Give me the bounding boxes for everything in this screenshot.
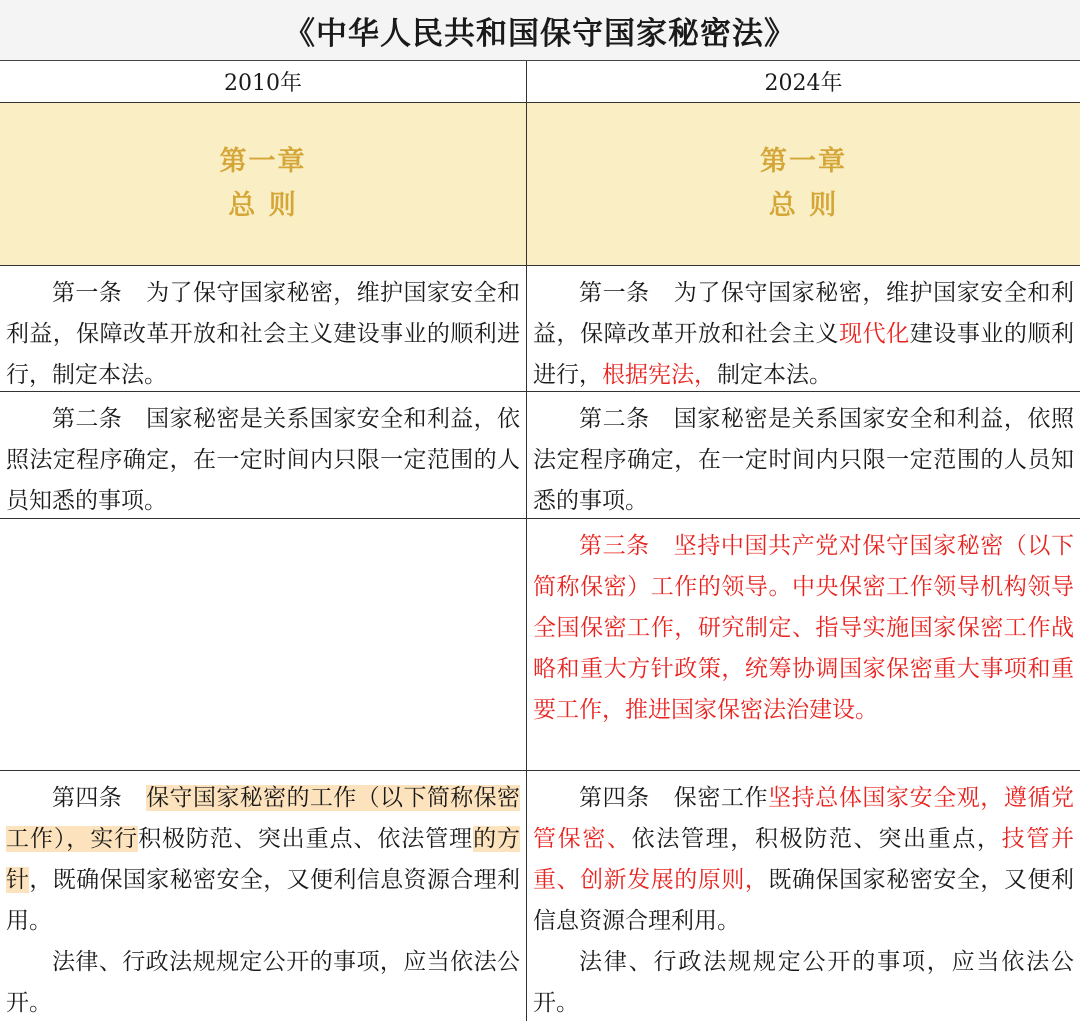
chapter-heading-left (0, 103, 527, 265)
article-text: ，既确保国家秘密安全，又便利信息资源合理利用。 (6, 867, 521, 934)
highlighted-text: 的方针 (6, 826, 521, 893)
article-text: 国家秘密是关系国家安全和利益，依照法定程序确定，在一定时间内只限一定范围的人员知悉的事项。 (6, 406, 521, 514)
article-paragraph: 法律、行政法规规定公开的事项，应当依法公开。 (6, 949, 520, 1016)
chapter-name: 总 则 (768, 190, 839, 221)
article-text: 为了保守国家秘密，维护国家安全和利益，保障改革开放和社会主义 (533, 280, 1075, 347)
article-text: 建设事业的顺利进行， (533, 321, 1075, 388)
added-text: 坚持总体国家安全观，遵循党管保密、 (533, 785, 1075, 852)
chapter-heading-right (527, 103, 1080, 265)
article-4-2024 (527, 771, 1080, 1021)
article-label: 第二条 (579, 406, 650, 432)
page-title: 《中华人民共和国保守国家秘密法》 (0, 0, 1080, 61)
added-text: 现代化 (839, 321, 910, 347)
article-label: 第三条 (579, 533, 650, 559)
article-3-row (0, 519, 1080, 771)
article-paragraph: 法律、行政法规规定公开的事项，应当依法公开。 (533, 949, 1074, 1016)
article-2-row (0, 392, 1080, 519)
chapter-name: 总 则 (228, 190, 298, 221)
article-text: 保密工作 (673, 785, 769, 811)
year-2024-header: 2024年 (764, 71, 843, 96)
article-label: 第四条 (52, 785, 123, 811)
article-1-row (0, 266, 1080, 392)
article-1-2010 (0, 266, 527, 391)
year-2010-header: 2010年 (0, 61, 527, 102)
article-2-2010 (0, 392, 527, 518)
article-1-2024 (527, 266, 1080, 391)
article-text: 既确保国家秘密安全，又便利信息资源合理利用。 (533, 867, 1075, 934)
article-label: 第四条 (579, 785, 650, 811)
article-label: 第一条 (579, 280, 650, 306)
chapter-row (0, 103, 1080, 266)
article-3-2010-empty (0, 519, 527, 770)
article-text: 为了保守国家秘密，维护国家安全和利益，保障改革开放和社会主义建设事业的顺利进行，制定本法。 (6, 280, 521, 388)
article-label: 第二条 (52, 406, 123, 432)
added-text: 技管并重、创新发展的原则， (533, 826, 1075, 893)
article-text: 制定本法。 (717, 362, 832, 388)
highlighted-text: 保守国家秘密的工作（以下简称保密工作），实行 (6, 785, 521, 852)
article-4-2010 (0, 771, 527, 1021)
article-2-2024 (527, 392, 1080, 518)
added-text: 根据宪法， (602, 362, 717, 388)
article-text: 依法管理，积极防范、突出重点， (631, 826, 1002, 852)
year-header-row (0, 61, 1080, 103)
article-4-row (0, 771, 1080, 1021)
chapter-number: 第一章 (760, 146, 847, 177)
article-label: 第一条 (52, 280, 123, 306)
article-3-2024 (527, 519, 1080, 770)
chapter-number: 第一章 (219, 146, 307, 177)
article-text: 积极防范、突出重点、依法管理 (138, 826, 474, 852)
article-text: 坚持中国共产党对保守国家秘密（以下简称保密）工作的领导。中央保密工作领导机构领导全国保密工作，研究制定、指导实施国家保密工作战略和重大方针政策，统筹协调国家保密重大事项和重要工作，推进国家保密法治建设。 (533, 533, 1075, 723)
article-text: 国家秘密是关系国家安全和利益，依照法定程序确定，在一定时间内只限一定范围的人员知悉的事项。 (533, 406, 1075, 514)
